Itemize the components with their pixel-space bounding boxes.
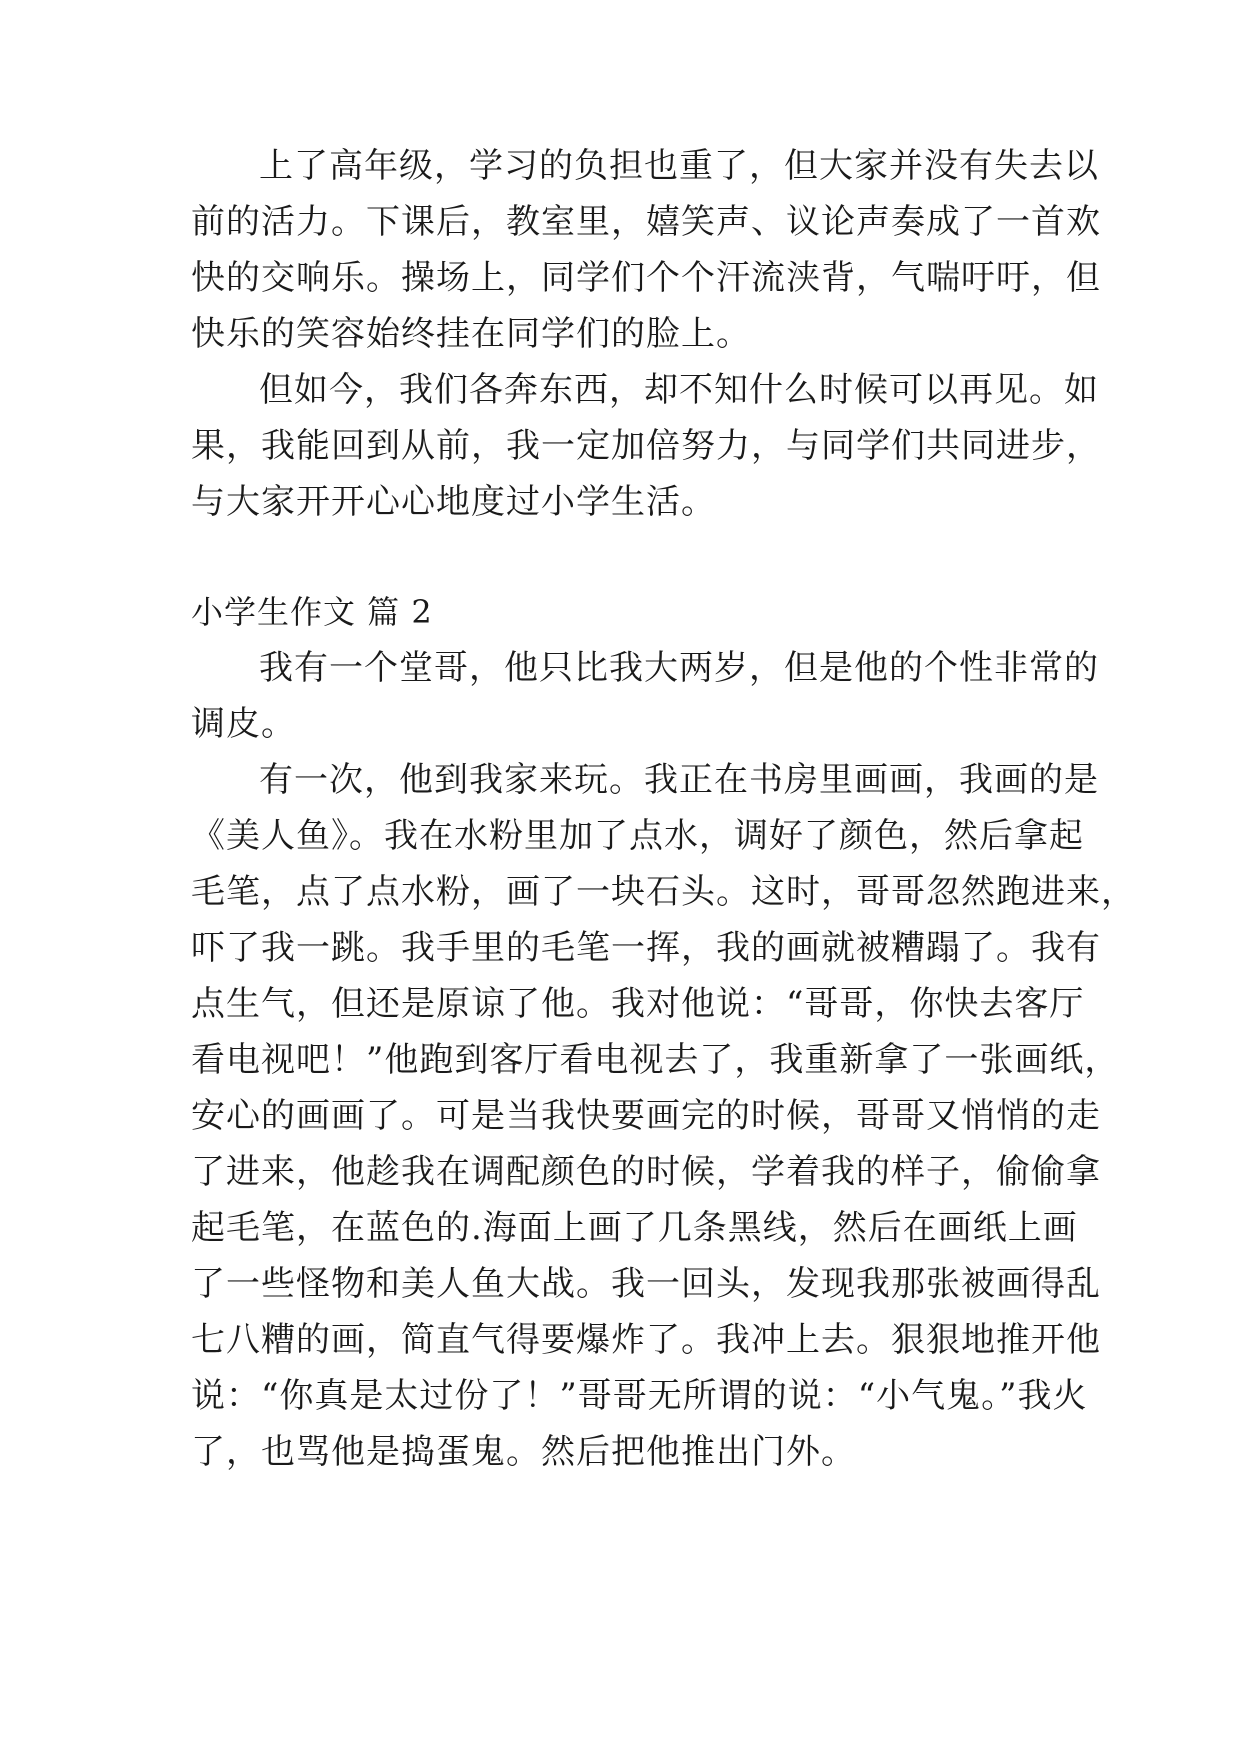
paragraph-line: 毛笔，点了点水粉，画了一块石头。这时，哥哥忽然跑进来， — [191, 872, 1136, 912]
paragraph-line: 了，也骂他是捣蛋鬼。然后把他推出门外。 — [191, 1432, 856, 1472]
paragraph-line: 看电视吧！”他跑到客厅看电视去了，我重新拿了一张画纸， — [191, 1040, 1120, 1080]
paragraph-line: 有一次，他到我家来玩。我正在书房里画画，我画的是 — [259, 760, 1099, 800]
paragraph-line: 安心的画画了。可是当我快要画完的时候，哥哥又悄悄的走 — [191, 1096, 1101, 1136]
paragraph-line: 说：“你真是太过份了！”哥哥无所谓的说：“小气鬼。”我火 — [191, 1376, 1088, 1416]
paragraph-line: 但如今，我们各奔东西，却不知什么时候可以再见。如 — [259, 370, 1099, 410]
paragraph-line: 上了高年级，学习的负担也重了，但大家并没有失去以 — [259, 146, 1099, 186]
paragraph-line: 起毛笔，在蓝色的.海面上画了几条黑线，然后在画纸上画 — [191, 1208, 1078, 1248]
paragraph-line: 点生气，但还是原谅了他。我对他说：“哥哥，你快去客厅 — [191, 984, 1085, 1024]
paragraph-line: 果，我能回到从前，我一定加倍努力，与同学们共同进步， — [191, 426, 1101, 466]
paragraph-line: 快乐的笑容始终挂在同学们的脸上。 — [191, 314, 751, 354]
paragraph-line: 了进来，他趁我在调配颜色的时候，学着我的样子，偷偷拿 — [191, 1152, 1101, 1192]
paragraph-line: 前的活力。下课后，教室里，嬉笑声、议论声奏成了一首欢 — [191, 202, 1101, 242]
paragraph-line: 快的交响乐。操场上，同学们个个汗流浃背，气喘吁吁，但 — [191, 258, 1101, 298]
paragraph-line: 调皮。 — [191, 704, 296, 744]
paragraph-line: 我有一个堂哥，他只比我大两岁，但是他的个性非常的 — [259, 648, 1099, 688]
section-heading: 小学生作文 篇 2 — [191, 593, 433, 631]
paragraph-line: 七八糟的画，简直气得要爆炸了。我冲上去。狠狠地推开他 — [191, 1320, 1101, 1360]
paragraph-line: 《美人鱼》。我在水粉里加了点水，调好了颜色，然后拿起 — [191, 816, 1084, 856]
paragraph-line: 与大家开开心心地度过小学生活。 — [191, 482, 716, 522]
paragraph-line: 了一些怪物和美人鱼大战。我一回头，发现我那张被画得乱 — [191, 1264, 1101, 1304]
paragraph-line: 吓了我一跳。我手里的毛笔一挥，我的画就被糟蹋了。我有 — [191, 928, 1101, 968]
